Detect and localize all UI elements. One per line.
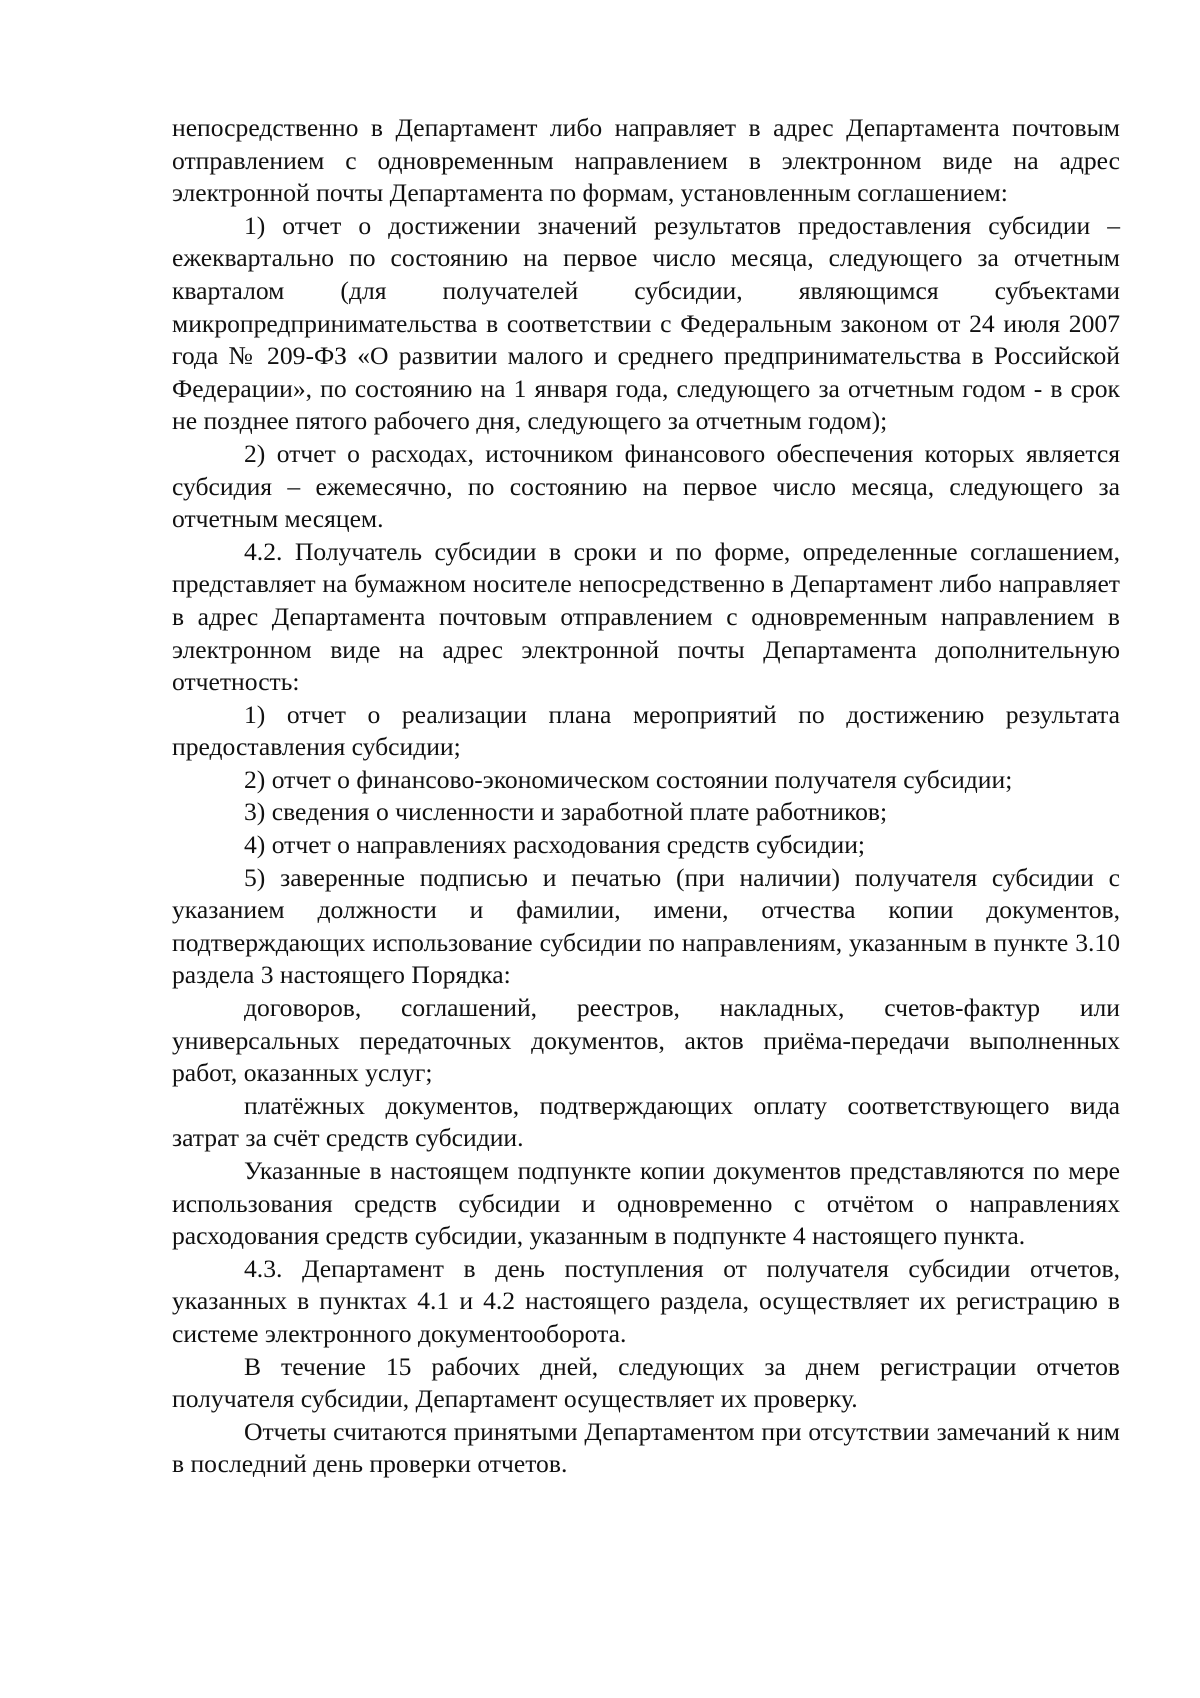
paragraph-reports-accepted: Отчеты считаются принятыми Департаментом при отсутствии замечаний к ним в последний день проверки отчетов. (172, 1416, 1120, 1479)
paragraph-payment-documents: платёжных документов, подтверждающих оплату соответствующего вида затрат за счёт средств субсидии. (172, 1090, 1120, 1153)
paragraph-copies-submission: Указанные в настоящем подпункте копии документов представляются по мере использования средств субсидии и одновременно с отчётом о направлениях расходования средств субсидии, указанным в подпункте 4 настоящего пункта. (172, 1156, 1120, 1251)
paragraph-item-1-plan-report: 1) отчет о реализации плана мероприятий по достижению результата предоставления субсидии; (172, 699, 1120, 762)
paragraph-contracts-list: договоров, соглашений, реестров, накладных, счетов-фактур или универсальных передаточных документов, актов приёма-передачи выполненных работ, оказанных услуг; (172, 993, 1120, 1088)
paragraph-section-4-2: 4.2. Получатель субсидии в сроки и по форме, определенные соглашением, представляет на бумажном носителе непосредственно в Департамент либо направляет в адрес Департамента почтовым отправлением с одновременным направлением в электронном виде на адрес электронной почты Департамента дополнительную отчетность: (172, 536, 1120, 697)
paragraph-continuation: непосредственно в Департамент либо направляет в адрес Департамента почтовым отправлением с одновременным направлением в электронном виде на адрес электронной почты Департамента по формам, установленным соглашением: (172, 113, 1120, 208)
paragraph-section-4-3: 4.3. Департамент в день поступления от получателя субсидии отчетов, указанных в пунктах 4.1 и 4.2 настоящего раздела, осуществляет их регистрацию в системе электронного документооборота. (172, 1253, 1120, 1348)
paragraph-item-3-staff-info: 3) сведения о численности и заработной плате работников; (244, 797, 888, 827)
document-page (172, 112, 1120, 1481)
paragraph-verification-period: В течение 15 рабочих дней, следующих за днем регистрации отчетов получателя субсидии, Департамент осуществляет их проверку. (172, 1351, 1120, 1414)
paragraph-item-4-spending-report: 4) отчет о направлениях расходования средств субсидии; (244, 830, 866, 860)
paragraph-item-5-certified-copies: 5) заверенные подписью и печатью (при наличии) получателя субсидии с указанием должности и фамилии, имени, отчества копии документов, подтверждающих использование субсидии по направлениям, указанным в пункте 3.10 раздела 3 настоящего Порядка: (172, 862, 1120, 990)
paragraph-item-2-financial-report: 2) отчет о финансово-экономическом состоянии получателя субсидии; (244, 764, 1013, 794)
paragraph-item-1-results-report: 1) отчет о достижении значений результатов предоставления субсидии – ежеквартально по состоянию на первое число месяца, следующего за отчетным кварталом (для получателей субсидии, являющимся субъектами микропредпринимательства в соответствии с Федеральным законом от 24 июля 2007 года № 209-ФЗ «О развитии малого и среднего предпринимательства в Российской Федерации», по состоянию на 1 января года, следующего за отчетным годом - в срок не позднее пятого рабочего дня, следующего за отчетным годом); (172, 210, 1120, 436)
paragraph-item-2-expenses-report: 2) отчет о расходах, источником финансового обеспечения которых является субсидия – ежемесячно, по состоянию на первое число месяца, следующего за отчетным месяцем. (172, 438, 1120, 534)
